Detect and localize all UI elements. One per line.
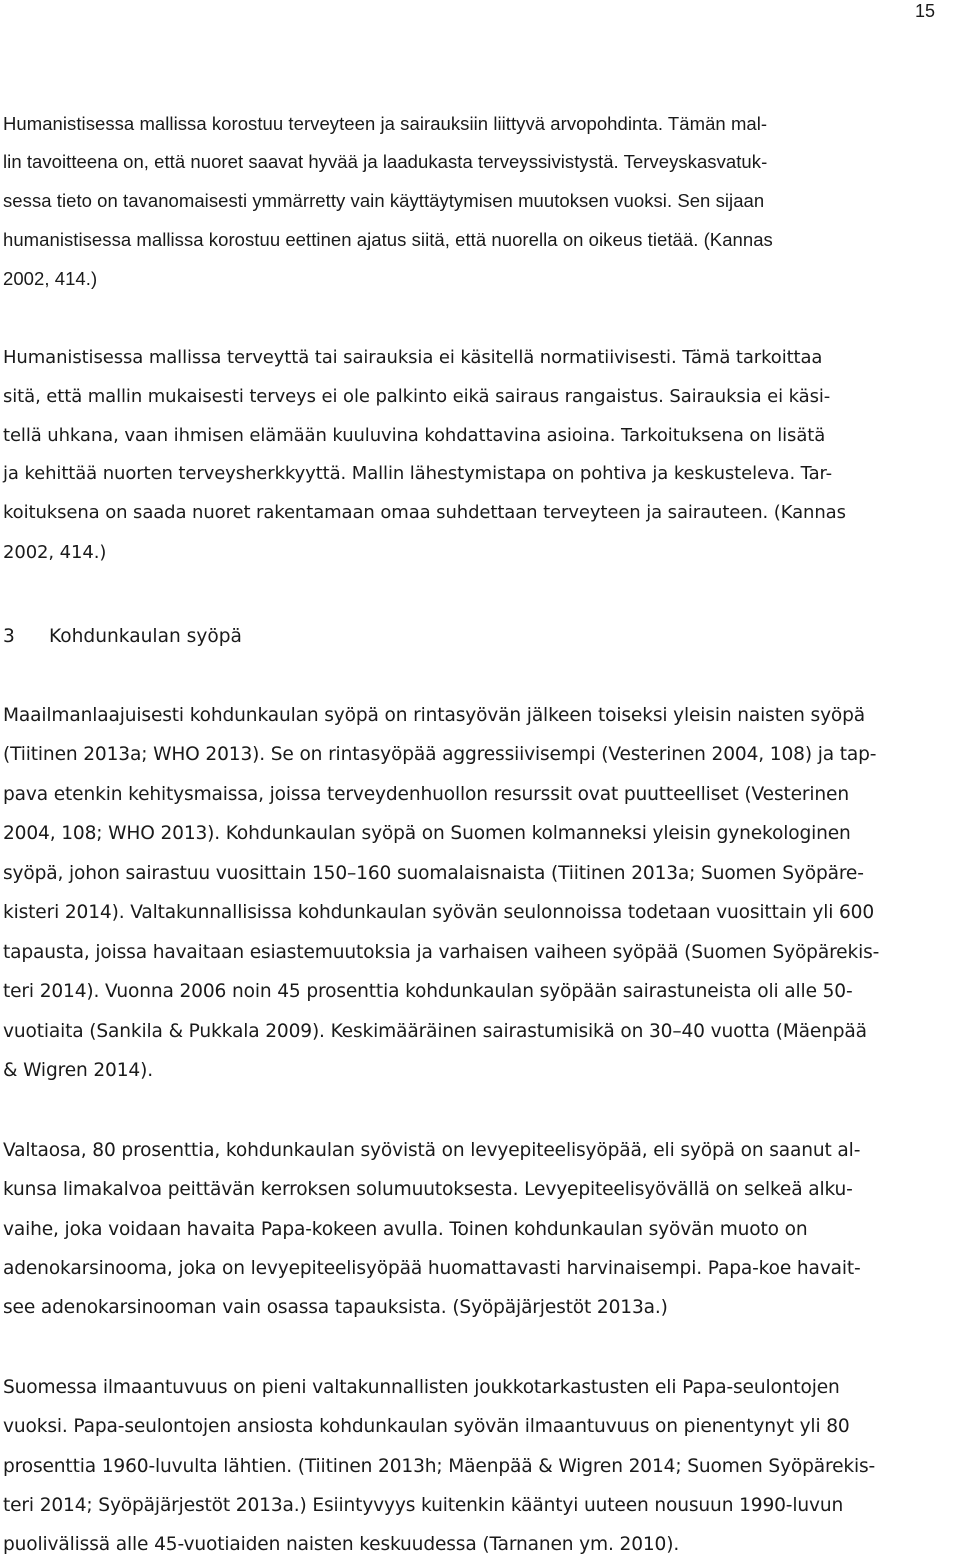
paragraph-3-line-1: Maailmanlaajuisesti kohdunkaulan syöpä on rintasyövän jälkeen toiseksi yleisin naisten syöpä <box>3 705 866 726</box>
paragraph-4-line-4: adenokarsinooma, joka on levyepiteelisyöpää huomattavasti harvinaisempi. Papa-koe havait- <box>3 1258 861 1279</box>
paragraph-2-line-1: Humanistisessa mallissa terveyttä tai sairauksia ei käsitellä normatiivisesti. Tämä tarkoittaa <box>3 347 823 368</box>
paragraph-5-line-5: puolivälissä alle 45-vuotiaiden naisten keskuudessa (Tarnanen ym. 2010). <box>3 1534 680 1555</box>
page-number: 15 <box>914 1 935 21</box>
paragraph-3-line-10: & Wigren 2014). <box>3 1060 153 1081</box>
paragraph-2-line-5: koituksena on saada nuoret rakentamaan omaa suhdettaan terveyteen ja sairauteen. (Kannas <box>3 502 846 523</box>
paragraph-5-line-3: prosenttia 1960-luvulta lähtien. (Tiitinen 2013h; Mäenpää & Wigren 2014; Suomen Syöpärekis- <box>3 1456 876 1477</box>
paragraph-3-line-4: 2004, 108; WHO 2013). Kohdunkaulan syöpä on Suomen kolmanneksi yleisin gynekologinen <box>3 823 851 844</box>
paragraph-1-line-4: humanistisessa mallissa korostuu eettinen ajatus siitä, että nuorella on oikeus tietää. (Kannas <box>3 229 773 250</box>
paragraph-1-line-1: Humanistisessa mallissa korostuu terveyteen ja sairauksiin liittyvä arvopohdinta. Tämän mal- <box>3 113 768 134</box>
paragraph-2-line-3: tellä uhkana, vaan ihmisen elämään kuuluvina kohdattavina asioina. Tarkoituksena on lisätä <box>3 425 826 446</box>
paragraph-2-line-6: 2002, 414.) <box>3 542 107 563</box>
paragraph-4-line-5: see adenokarsinooman vain osassa tapauksista. (Syöpäjärjestöt 2013a.) <box>3 1297 668 1318</box>
paragraph-1-line-5: 2002, 414.) <box>3 268 98 289</box>
section-heading <box>3 624 242 650</box>
paragraph-3-line-5: syöpä, johon sairastuu vuosittain 150–160 suomalaisnaista (Tiitinen 2013a; Suomen Syöpäre- <box>3 863 864 884</box>
paragraph-4-line-2: kunsa limakalvoa peittävän kerroksen solumuutoksesta. Levyepiteelisyövällä on selkeä alku- <box>3 1179 853 1200</box>
paragraph-3-line-6: kisteri 2014). Valtakunnallisissa kohdunkaulan syövän seulonnoissa todetaan vuosittain yli 600 <box>3 902 875 923</box>
section-number: 3 <box>3 626 15 647</box>
paragraph-4-line-3: vaihe, joka voidaan havaita Papa-kokeen avulla. Toinen kohdunkaulan syövän muoto on <box>3 1219 808 1240</box>
paragraph-3-line-3: pava etenkin kehitysmaissa, joissa terveydenhuollon resurssit ovat puutteelliset (Vesterinen <box>3 784 849 805</box>
paragraph-5-line-2: vuoksi. Papa-seulontojen ansiosta kohdunkaulan syövän ilmaantuvuus on pienentynyt yli 80 <box>3 1416 850 1437</box>
paragraph-1-line-3: sessa tieto on tavanomaisesti ymmärretty vain käyttäytymisen muutoksen vuoksi. Sen sijaan <box>3 190 765 211</box>
paragraph-3-line-9: vuotiaita (Sankila & Pukkala 2009). Keskimääräinen sairastumisikä on 30–40 vuotta (Mäenpää <box>3 1021 867 1042</box>
paragraph-5-line-4: teri 2014; Syöpäjärjestöt 2013a.) Esiintyvyys kuitenkin kääntyi uuteen nousuun 1990-luvun <box>3 1495 844 1516</box>
paragraph-3-line-8: teri 2014). Vuonna 2006 noin 45 prosenttia kohdunkaulan syöpään sairastuneista oli alle 50- <box>3 981 853 1002</box>
paragraph-2-line-2: sitä, että mallin mukaisesti terveys ei ole palkinto eikä sairaus rangaistus. Sairauksia ei käsi- <box>3 386 831 407</box>
paragraph-2-line-4: ja kehittää nuorten terveysherkkyyttä. Mallin lähestymistapa on pohtiva ja keskusteleva. Tar- <box>3 463 833 484</box>
paragraph-3-line-2: (Tiitinen 2013a; WHO 2013). Se on rintasyöpää aggressiivisempi (Vesterinen 2004, 108) ja tap- <box>3 744 877 765</box>
paragraph-4-line-1: Valtaosa, 80 prosenttia, kohdunkaulan syövistä on levyepiteelisyöpää, eli syöpä on saanut al- <box>3 1140 861 1161</box>
paragraph-3-line-7: tapausta, joissa havaitaan esiastemuutoksia ja varhaisen vaiheen syöpää (Suomen Syöpärekis- <box>3 942 880 963</box>
paragraph-5-line-1: Suomessa ilmaantuvuus on pieni valtakunnallisten joukkotarkastusten eli Papa-seulontojen <box>3 1377 840 1398</box>
section-title: Kohdunkaulan syöpä <box>49 626 242 647</box>
paragraph-1-line-2: lin tavoitteena on, että nuoret saavat hyvää ja laadukasta terveyssivistystä. Terveyskasvatuk- <box>3 151 768 172</box>
